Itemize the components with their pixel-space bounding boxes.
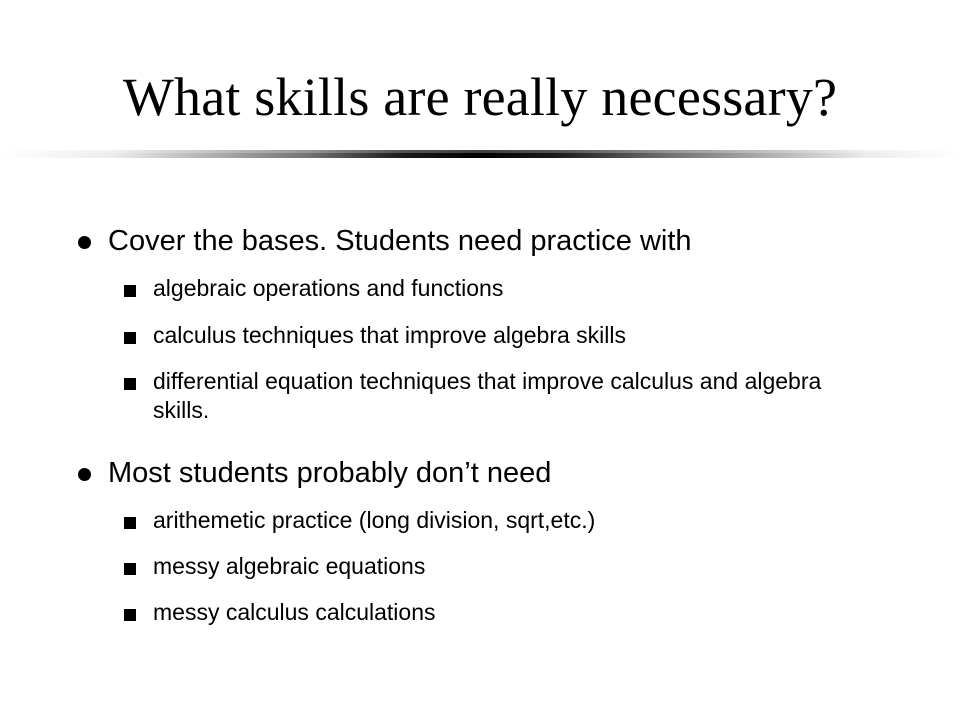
bullet-square-icon <box>124 285 136 297</box>
bullet-square-icon <box>124 563 136 575</box>
section-2-item-2: messy algebraic equations <box>153 553 426 579</box>
bullet-dot-icon <box>78 236 91 249</box>
slide-title: What skills are really necessary? <box>122 67 838 127</box>
section-1-item-3: differential equation techniques that improve calculus and algebra skills. <box>153 368 822 423</box>
section-2-item-3: messy calculus calculations <box>153 599 436 625</box>
section-1-heading: Cover the bases. Students need practice with <box>108 225 692 257</box>
bullet-square-icon <box>124 609 136 621</box>
bullet-square-icon <box>124 332 136 344</box>
bullet-square-icon <box>124 517 136 529</box>
bullet-dot-icon <box>78 468 91 481</box>
section-2-item-1: arithemetic practice (long division, sqrt,etc.) <box>153 507 596 533</box>
bullet-square-icon <box>124 378 136 390</box>
section-1-item-1: algebraic operations and functions <box>153 275 504 301</box>
section-2-heading: Most students probably don’t need <box>108 457 552 489</box>
section-1-item-2: calculus techniques that improve algebra skills <box>153 322 627 348</box>
